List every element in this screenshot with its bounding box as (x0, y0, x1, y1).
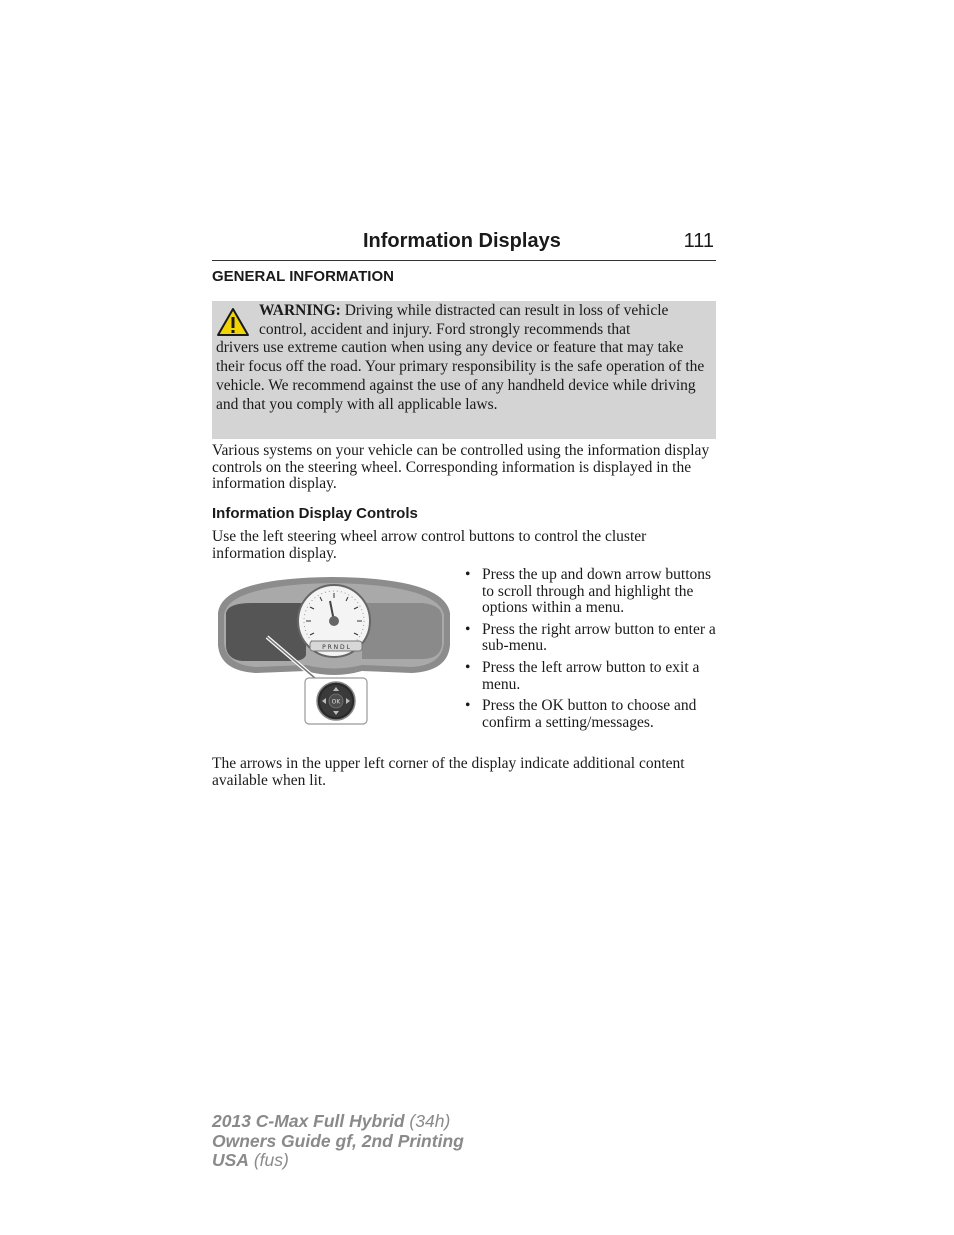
list-item: • Press the right arrow button to enter a sub-menu. (464, 622, 716, 655)
left-display-screen (226, 603, 306, 661)
page-number: 111 (683, 230, 714, 252)
list-item: • Press the up and down arrow buttons to scroll through and highlight the options within a menu. (464, 567, 716, 617)
warning-line-1: Driving while distracted can result in loss of vehicle (344, 302, 669, 319)
controls-paragraph: Use the left steering wheel arrow control buttons to control the cluster information display. (212, 528, 647, 562)
section-heading: GENERAL INFORMATION (212, 268, 394, 285)
footer-model: 2013 C-Max Full Hybrid (212, 1111, 405, 1131)
warning-label: WARNING: (259, 302, 341, 319)
warning-body: drivers use extreme caution when using any device or feature that may take their focus off the road. Your primary responsibility is the safe operation of the vehicle. We recommend against the use of any handheld device while driving and that you comply with all applicable laws. (216, 339, 705, 413)
page-header (212, 229, 716, 261)
footer-market: USA (212, 1150, 249, 1170)
footer-market-code: (fus) (248, 1150, 289, 1170)
ok-button-label: OK (331, 698, 341, 706)
intro-paragraph: Various systems on your vehicle can be controlled using the information display controls on the steering wheel. Corresponding information is displayed in the information display. (212, 442, 710, 493)
warning-box (212, 301, 716, 439)
warning-line-2: control, accident and injury. Ford strongly recommends that (259, 320, 631, 338)
footer-model-code: (34h) (404, 1111, 451, 1131)
list-item: • Press the OK button to choose and confirm a setting/messages. (464, 698, 716, 731)
list-item: • Press the left arrow button to exit a menu. (464, 660, 716, 693)
document-footer (212, 1112, 464, 1171)
footer-guide: Owners Guide gf, 2nd Printing (212, 1130, 464, 1151)
subsection-heading: Information Display Controls (212, 505, 418, 522)
gear-indicator: P R N D L (322, 644, 350, 651)
warning-text (216, 302, 709, 414)
closing-paragraph: The arrows in the upper left corner of the display indicate additional content available when lit. (212, 755, 685, 789)
controls-bullet-list (464, 567, 716, 736)
cluster-illustration (212, 573, 456, 727)
page-title: Information Displays (363, 230, 561, 252)
